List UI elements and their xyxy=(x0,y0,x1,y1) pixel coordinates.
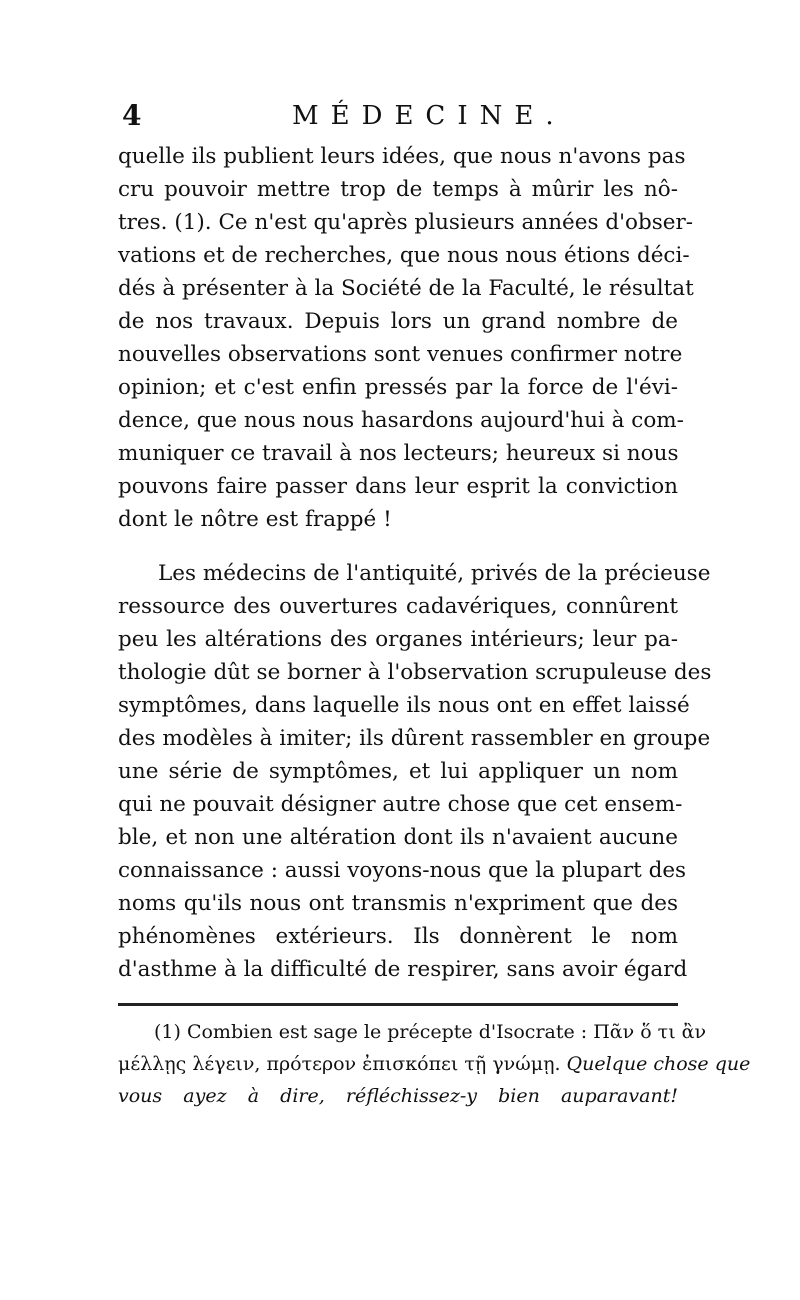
text-line: cru pouvoir mettre trop de temps à mûrir les nô- xyxy=(118,177,678,202)
footnote-line: (1) Combien est sage le précepte d'Isocrate : Πᾶν ὅ τι ἂν xyxy=(154,1021,707,1043)
text-line: pouvons faire passer dans leur esprit la conviction xyxy=(118,474,678,499)
text-line: quelle ils publient leurs idées, que nous n'avons pas xyxy=(118,144,686,169)
footnote-line xyxy=(118,1048,751,1080)
footnote-italic: vous ayez à dire, réfléchissez-y bien auparavant! xyxy=(118,1085,678,1107)
text-line: vations et de recherches, que nous nous étions déci- xyxy=(118,243,690,268)
text-line: nouvelles observations sont venues confirmer notre xyxy=(118,342,683,367)
text-line: dence, que nous nous hasardons aujourd'hui à com- xyxy=(118,408,684,433)
text-line: muniquer ce travail à nos lecteurs; heureux si nous xyxy=(118,441,679,466)
text-line: peu les altérations des organes intérieurs; leur pa- xyxy=(118,627,678,652)
text-line: des modèles à imiter; ils dûrent rassembler en groupe xyxy=(118,726,711,751)
text-line: noms qu'ils nous ont transmis n'expriment que des xyxy=(118,891,678,916)
footnote-line xyxy=(118,1080,678,1112)
text-line: ressource des ouvertures cadavériques, connûrent xyxy=(118,594,678,619)
text-line: une série de symptômes, et lui appliquer un nom xyxy=(118,759,678,784)
footnote-greek: μέλλῃς λέγειν, πρότερον ἐπισκόπει τῇ γνώμῃ. xyxy=(118,1053,561,1075)
text-line: connaissance : aussi voyons-nous que la plupart des xyxy=(118,858,687,883)
text-line: phénomènes extérieurs. Ils donnèrent le nom xyxy=(118,924,678,949)
text-line: dés à présenter à la Société de la Faculté, le résultat xyxy=(118,276,694,301)
paragraph-2 xyxy=(118,557,712,986)
text-line: ble, et non une altération dont ils n'avaient aucune xyxy=(118,825,678,850)
text-line: de nos travaux. Depuis lors un grand nombre de xyxy=(118,309,678,334)
footnote xyxy=(118,1016,751,1112)
text-line: dont le nôtre est frappé ! xyxy=(118,507,392,532)
text-line: opinion; et c'est enfin pressés par la force de l'évi- xyxy=(118,375,678,400)
text-line: thologie dût se borner à l'observation scrupuleuse des xyxy=(118,660,712,685)
text-line: symptômes, dans laquelle ils nous ont en effet laissé xyxy=(118,693,690,718)
footnote-italic: Quelque chose que xyxy=(566,1053,751,1075)
page-header xyxy=(122,96,682,136)
running-title: MÉDECINE. xyxy=(292,101,566,131)
text-line: Les médecins de l'antiquité, privés de la précieuse xyxy=(158,561,711,586)
page-number: 4 xyxy=(122,99,142,132)
text-line: d'asthme à la difficulté de respirer, sans avoir égard xyxy=(118,957,688,982)
footnote-divider xyxy=(118,1003,678,1006)
text-line: tres. (1). Ce n'est qu'après plusieurs années d'obser- xyxy=(118,210,694,235)
text-line: qui ne pouvait désigner autre chose que cet ensem- xyxy=(118,792,683,817)
paragraph-1 xyxy=(118,140,694,536)
